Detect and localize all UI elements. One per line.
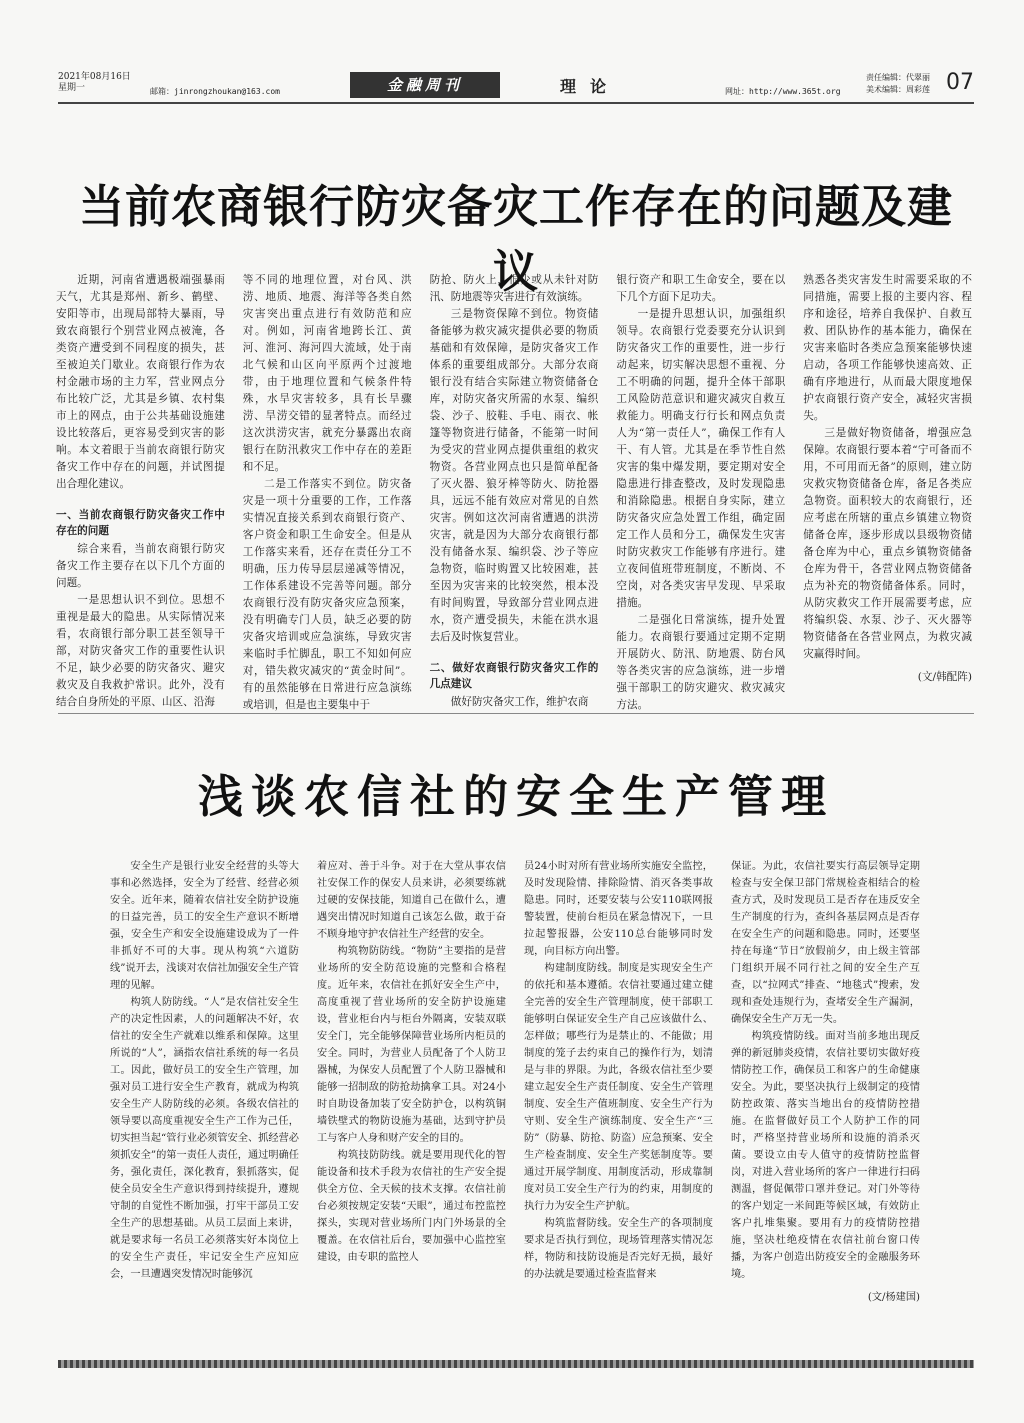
paragraph: 着应对、善于斗争。对于在大堂从事农信社安保工作的保安人员来讲，必须要练就过硬的安保技能，知道自己在做什么，遭遇突出情况时知道自己该怎么做，敢于奋不顾身地守护农信社生产经营的安全。	[317, 861, 506, 940]
article1-title: 当前农商银行防灾备灾工作存在的问题及建议	[78, 180, 953, 298]
website-text: 网址：http://www.365t.org	[725, 87, 841, 96]
paragraph: 综合来看，当前农商银行防灾备灾工作主要存在以下几个方面的问题。	[56, 543, 225, 589]
page-header	[58, 72, 974, 102]
weekday-text: 星期一	[58, 83, 86, 93]
paragraph: 构筑技防防线。就是要用现代化的智能设备和技术手段为农信社的生产安全提供全方位、全天候的技术支撑。农信社前台必须按规定安装“天眼”，通过布控监控探头，实现对营业场所门内门外场景的全覆盖。在农信社后台，要加强中心监控室建设，由专职的监控人	[317, 1150, 506, 1263]
editors	[866, 72, 930, 96]
paragraph: 防抢、防火上，很少或从未针对防汛、防地震等灾害进行有效演练。	[429, 274, 599, 303]
article-divider	[58, 713, 974, 714]
paragraph: 员24小时对所有营业场所实施安全监控，及时发现险情、排除险情、消灭各类事故隐患。同时，还要安装与公安110联网报警装置，使前台柜员在紧急情况下，一旦拉起警报器，公安110总台能够同时发现，向目标方向出警。	[524, 861, 713, 957]
footer-bar	[58, 1360, 974, 1368]
section-heading: 二、做好农商银行防灾备灾工作的几点建议	[429, 662, 599, 690]
paragraph: 做好防灾备灾工作，维护农商	[450, 696, 589, 708]
date-text: 2021年08月16日	[58, 72, 131, 82]
article1-column-1	[56, 272, 225, 714]
paragraph: 一是思想认识不到位。思想不重视是最大的隐患。从实际情况来看，农商银行部分职工甚至领导干部，对防灾备灾工作的重要性认识不足，缺少必要的防灾备灾、避灾救灾及自我救护常识。此外，没有结合自身所处的平原、山区、沿海	[56, 594, 225, 708]
article2-column-1	[110, 858, 299, 1306]
article2-column-4	[731, 858, 920, 1306]
paragraph: 二是强化日常演练，提升处置能力。农商银行要通过定期不定期开展防火、防汛、防地震、防台风等各类灾害的应急演练，进一步增强干部职工的防灾避灾、救灾减灾方法。	[616, 614, 786, 711]
section-name: 理论	[560, 77, 621, 96]
paragraph: 近期，河南省遭遇极端强暴雨天气，尤其是郑州、新乡、鹤壁、安阳等市，出现局部特大暴雨，导致农商银行个别营业网点被淹，各类资产遭受到不同程度的损失，甚至被迫关门歇业。农商银行作为农村金融市场的主力军，营业网点分布比较广泛，尤其是乡镇、农村集市上的网点，由于公共基础设施建设比较落后，更容易受到灾害的影响。本文着眼于当前农商银行防灾备灾工作中存在的问题，并试图提出合理化建议。	[56, 274, 225, 490]
paragraph: 银行资产和职工生命安全，要在以下几个方面下足功夫。	[616, 274, 786, 303]
editor-text: 责任编辑：代翠丽	[866, 73, 930, 82]
art-editor-text: 美术编辑：周彩莲	[866, 85, 930, 94]
email-text: 邮箱：jinrongzhoukan@163.com	[150, 87, 280, 96]
section-heading: 一、当前农商银行防灾备灾工作中存在的问题	[56, 509, 225, 537]
paragraph: 等不同的地理位置，对台风、洪涝、地质、地震、海洋等各类自然灾害突出重点进行有效防范和应对。例如，河南省地跨长江、黄河、淮河、海河四大流域，处于南北气候和山区向平原两个过渡地带，由于地理位置和气候条件特殊，水旱灾害较多，具有长旱骤涝、旱涝交错的显著特点。而经过这次洪涝灾害，就充分暴露出农商银行在防汛救灾工作中存在的差距和不足。	[242, 274, 412, 473]
article1-column-2	[243, 272, 412, 714]
issue-date	[58, 72, 131, 94]
paragraph: 保证。为此，农信社要实行高层领导定期检查与安全保卫部门常规检查相结合的检查方式，及时发现员工是否存在违反安全生产制度的行为，查纠各基层网点是否存在安全生产的问题和隐患。同时，还要坚持在每逢“节日”放假前夕，由上级主管部门组织开展不同行社之间的安全生产互查，以“拉网式”排查、“地毯式”搜索，发现和查处违规行为，查堵安全生产漏洞，确保安全生产万无一失。	[731, 861, 920, 1025]
paragraph: 构建制度防线。制度是实现安全生产的依托和基本遵循。农信社要通过建立健全完善的安全生产管理制度，使干部职工能够明白保证安全生产自己应该做什么、怎样做；哪些行为是禁止的、不能做；用制度的笼子去约束自己的操作行为，划清是与非的界限。为此，各级农信社至少要建立起安全生产责任制度、安全生产管理制度、安全生产值班制度、安全生产行为守则、安全生产演练制度、安全生产“三防”（防暴、防抢、防盗）应急预案、安全生产检查制度、安全生产奖惩制度等。要通过开展学制度、用制度活动，形成靠制度对员工安全生产行为的约束，用制度的执行力为安全生产护航。	[524, 963, 713, 1212]
page-number: 07	[946, 70, 974, 95]
paragraph: 一是提升思想认识，加强组织领导。农商银行党委要充分认识到防灾备灾工作的重要性，进一步行动起来，切实解决思想不重视、分工不明确的问题，提升全体干部职工风险防范意识和避灾减灾自救互救能力。明确支行行长和网点负责人为“第一责任人”，确保工作有人干、有人管。尤其是在季节性自然灾害的集中爆发期，要定期对安全隐患进行排查整改，及时发现隐患和消除隐患。根据自身实际，建立防灾备灾应急处置工作组，确定固定工作人员和分工，确保发生灾害时防灾救灾工作能够有序进行。建立夜间值班带班制度，不断岗、不空岗，对各类灾害早发现、早采取措施。	[616, 308, 786, 609]
paragraph: 构筑疫情防线。面对当前多地出现反弹的新冠肺炎疫情，农信社要切实做好疫情防控工作，确保员工和客户的生命健康安全。为此，要坚决执行上级制定的疫情防控政策、落实当地出台的疫情防控措施。在监督做好员工个人防护工作的同时，严格坚持营业场所和设施的消杀灭菌。要设立由专人值守的疫情防控监督岗，对进入营业场所的客户一律进行扫码测温，督促佩带口罩并登记。对门外等待的客户划定一米间距等候区域，有效防止客户扎堆集聚。要用有力的疫情防控措施，坚决杜绝疫情在农信社前台窗口传播，为客户创造出防疫安全的金融服务环境。	[731, 1031, 920, 1280]
article1-column-4	[616, 272, 785, 714]
paragraph: 三是做好物资储备，增强应急保障。农商银行要本着“宁可备而不用，不可用而无备”的原则，建立防灾救灾物资储备仓库，备足各类应急物资。面积较大的农商银行，还应考虑在所辖的重点乡镇建立物资储备仓库，逐步形成以县级物资储备仓库为中心，重点乡镇物资储备仓库为骨干，各营业网点物资储备点为补充的物资储备体系。同时，从防灾救灾工作开展需要考虑，应将编织袋、水泵、沙子、灭火器等物资储备在各营业网点，为救灾减灾赢得时间。	[803, 427, 972, 660]
article1-column-5	[803, 272, 972, 714]
article1-column-3	[430, 272, 599, 714]
paragraph: 构筑物防防线。“物防”主要指的是营业场所的安全防范设施的完整和合格程度。近年来，农信社在抓好安全生产中，高度重视了营业场所的安全防护设施建设，营业柜台内与柜台外隔离，安装双联安全门，完全能够保障营业场所内柜员的安全。同时，为营业人员配备了个人防卫器械，为保安人员配置了个人防卫器械和能够一招制敌的防抢劫擒拿工具。对24小时自助设备加装了安全防护仓，以构筑铜墙铁壁式的物防设施为基础，达到守护员工与客户人身和财产安全的目的。	[317, 946, 506, 1144]
paragraph: 二是工作落实不到位。防灾备灾是一项十分重要的工作，工作落实情况直接关系到农商银行资产、客户资金和职工生命安全。但是从工作落实来看，还存在责任分工不明确，压力传导层层递减等情况，工作体系建设不完善等问题。部分农商银行没有防灾备灾应急预案，没有明确专门人员，缺乏必要的防灾备灾培训或应急演练，导致灾害来临时手忙脚乱，职工不知如何应对，错失救灾减灾的“黄金时间”。有的虽然能够在日常进行应急演练或培训，但是也主要集中于	[242, 478, 412, 711]
article2-title: 浅谈农信社的安全生产管理	[197, 770, 834, 823]
paragraph: 安全生产是银行业安全经营的头等大事和必然选择，安全为了经营、经营必须安全。近年来，随着农信社安全防护设施的日益完善，员工的安全生产意识不断增强，安全生产和安全设施建设成为了一件非抓好不可的大事。现从构筑“六道防线”说开去，浅谈对农信社加强安全生产管理的见解。	[110, 861, 299, 991]
paragraph: 熟悉各类灾害发生时需要采取的不同措施，需要上报的主要内容、程序和途径，培养自我保护、自救互救、团队协作的基本能力，确保在灾害来临时各类应急预案能够快速启动，各项工作能够快速高效、正确有序地进行，从而最大限度地保护农商银行资产安全，减轻灾害损失。	[803, 274, 972, 422]
brand-logo: 金融周刊	[350, 72, 500, 98]
article1-body	[56, 272, 972, 711]
article2-column-2	[317, 858, 506, 1306]
article2-body	[110, 858, 920, 1303]
paragraph: 三是物资保障不到位。物资储备能够为救灾减灾提供必要的物质基础和有效保障，是防灾备灾工作体系的重要组成部分。大部分农商银行没有结合实际建立物资储备仓库，对防灾备灾所需的水泵、编织袋、沙子、胶鞋、手电、雨衣、帐篷等物资进行储备，不能第一时间为受灾的营业网点提供重组的救灾物资。各营业网点也只是简单配备了灭火器、狼牙棒等防火、防抢器具，远远不能有效应对常见的自然灾害。例如这次河南省遭遇的洪涝灾害，就是因为大部分农商银行都没有储备水泵、编织袋、沙子等应急物资，临时购置又比较困难，甚至因为灾害来的比较突然，根本没有时间购置，导致部分营业网点进水，资产遭受损失，未能在洪水退去后及时恢复营业。	[429, 308, 599, 643]
article2-column-3	[524, 858, 713, 1306]
header-rule	[58, 102, 974, 104]
paragraph: 构筑监督防线。安全生产的各项制度要求是否执行到位，现场管理落实情况怎样，物防和技防设施是否完好无损，最好的办法就是要通过检查监督来	[524, 1218, 713, 1280]
author-byline: (文/杨建国)	[867, 1292, 920, 1303]
author-byline: (文/韩配阵)	[917, 671, 972, 683]
paragraph: 构筑人防防线。“人”是农信社安全生产的决定性因素，人的问题解决不好，农信社的安全生产就难以维系和保障。这里所说的“人”，涵指农信社系统的每一名员工。因此，做好员工的安全生产管理，加强对员工进行安全生产教育，就成为构筑安全生产人防防线的必须。各级农信社的领导要以高度重视安全生产工作为己任，切实担当起“管行业必须管安全、抓经营必须抓安全”的第一责任人责任，通过明确任务，强化责任，深化教育，狠抓落实，促使全员安全生产意识得到持续提升，遵规守制的自觉性不断加强，打牢干部员工安全生产的思想基础。从员工层面上来讲，就是要求每一名员工必须落实好本岗位上的安全生产责任，牢记安全生产应知应会，一旦遭遇突发情况时能够沉	[110, 997, 299, 1280]
